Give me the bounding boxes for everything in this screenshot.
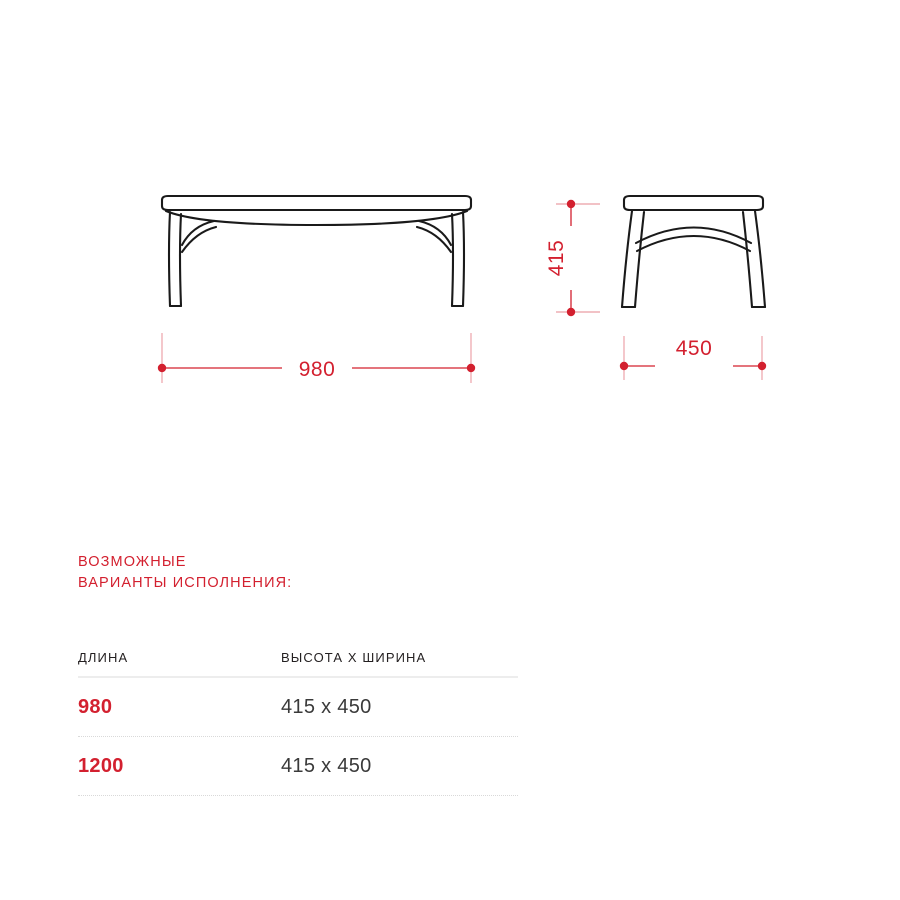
dimension-450-label: 450 [675,337,713,360]
column-header-length: ДЛИНА [78,650,129,665]
dimension-980-label: 980 [298,358,336,381]
drawings-svg [0,0,900,420]
options-title [78,552,548,594]
dimension-drawings [0,0,900,420]
options-section [78,552,548,796]
cell-height-width: 415 x 450 [281,695,372,718]
variants-table [78,650,518,796]
cell-length: 980 [78,695,113,718]
table-divider-bottom [78,795,518,796]
side-view-table-outline [162,196,471,306]
dimension-415-label: 415 [545,239,568,277]
cell-length: 1200 [78,754,124,777]
options-title-line1: ВОЗМОЖНЫЕ [78,554,187,570]
cell-height-width: 415 x 450 [281,754,372,777]
dimension-980 [158,333,475,383]
dimension-450 [620,336,766,380]
table-header-row [78,650,518,676]
column-header-height-width: ВЫСОТА X ШИРИНА [281,650,427,665]
dimension-415 [545,200,600,316]
front-view-table-outline [622,196,765,307]
options-title-line2: ВАРИАНТЫ ИСПОЛНЕНИЯ: [78,575,293,591]
table-row [78,678,518,736]
table-row [78,737,518,795]
